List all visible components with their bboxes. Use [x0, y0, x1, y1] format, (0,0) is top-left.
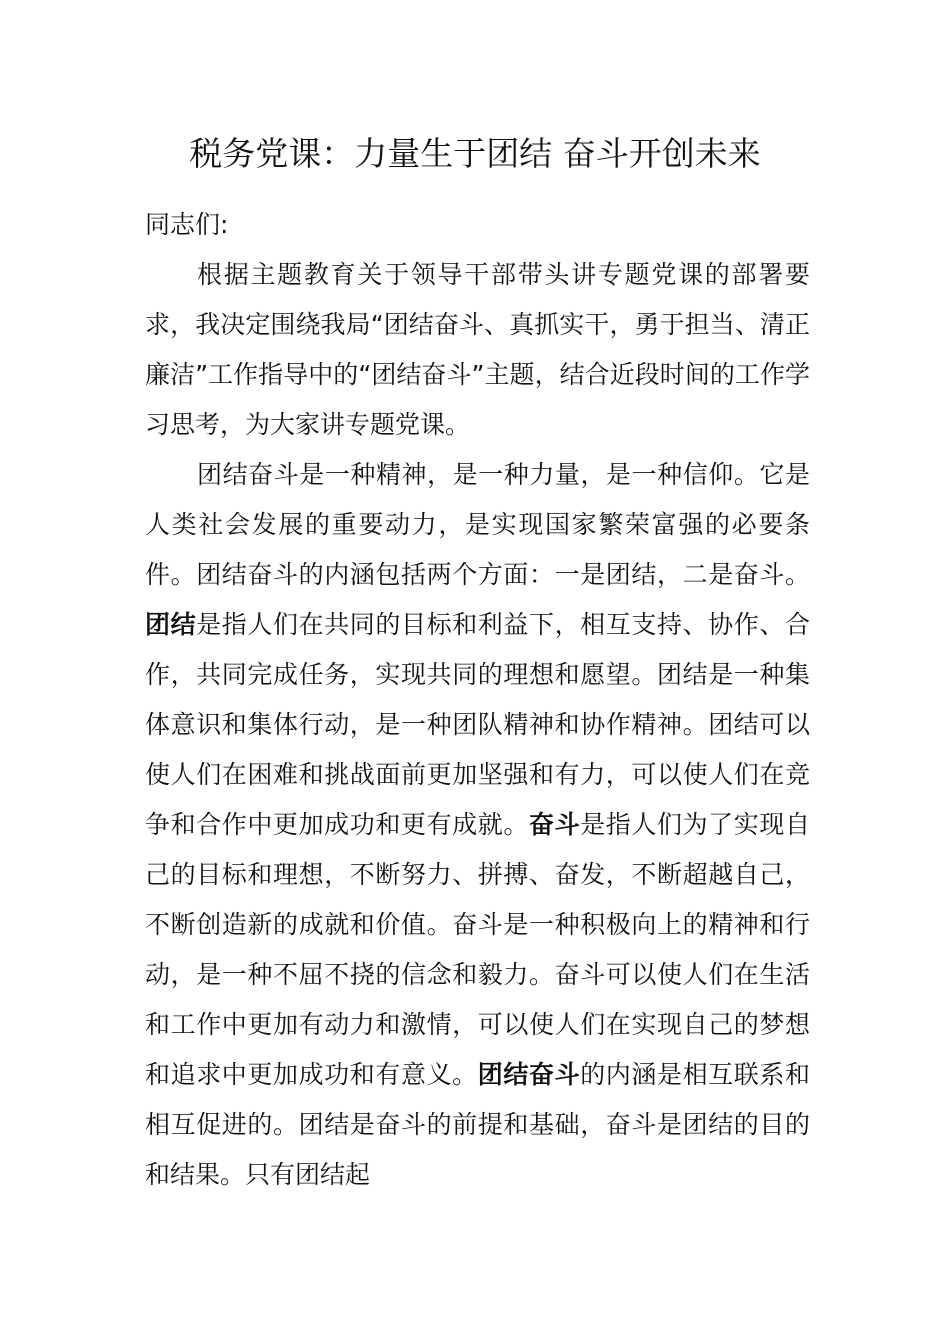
salutation: 同志们: — [145, 210, 229, 239]
term-unity-struggle: 团结奋斗 — [477, 1060, 581, 1089]
unity-definition: 是指人们在共同的目标和利益下，相互支持、协作、合作，共同完成任务，实现共同的理想和愿望。团结是一种集体意识和集体行动，是一种团队精神和协作精神。团结可以使人们在困难和挑战面前更加坚强和有力，可以使人们在竞争和合作中更加成功和更有成就。 — [145, 610, 810, 839]
unity-struggle-definition: 的内涵是相互联系和相互促进的。团结是奋斗的前提和基础，奋斗是团结的目的和结果。只有团结起 — [145, 1060, 810, 1189]
paragraph-definition-intro: 团结奋斗是一种精神，是一种力量，是一种信仰。它是人类社会发展的重要动力，是实现国家繁荣富强的必要条件。团结奋斗的内涵包括两个方面：一是团结，二是奋斗。 — [145, 460, 810, 589]
document-body — [145, 200, 810, 1200]
term-unity: 团结 — [145, 610, 197, 639]
term-struggle: 奋斗 — [528, 810, 581, 839]
struggle-definition: 是指人们为了实现自己的目标和理想，不断努力、拼搏、奋发，不断超越自己，不断创造新的成就和价值。奋斗是一种积极向上的精神和行动，是一种不屈不挠的信念和毅力。奋斗可以使人们在生活和工作中更加有动力和激情，可以使人们在实现自己的梦想和追求中更加成功和有意义。 — [145, 810, 810, 1089]
paragraph-intro: 根据主题教育关于领导干部带头讲专题党课的部署要求，我决定围绕我局“团结奋斗、真抓实干，勇于担当、清正廉洁”工作指导中的“团结奋斗”主题，结合近段时间的工作学习思考，为大家讲专题党课。 — [145, 260, 810, 439]
paragraph-definition — [145, 450, 810, 1200]
document-title: 税务党课：力量生于团结 奋斗开创未来 — [189, 134, 761, 173]
